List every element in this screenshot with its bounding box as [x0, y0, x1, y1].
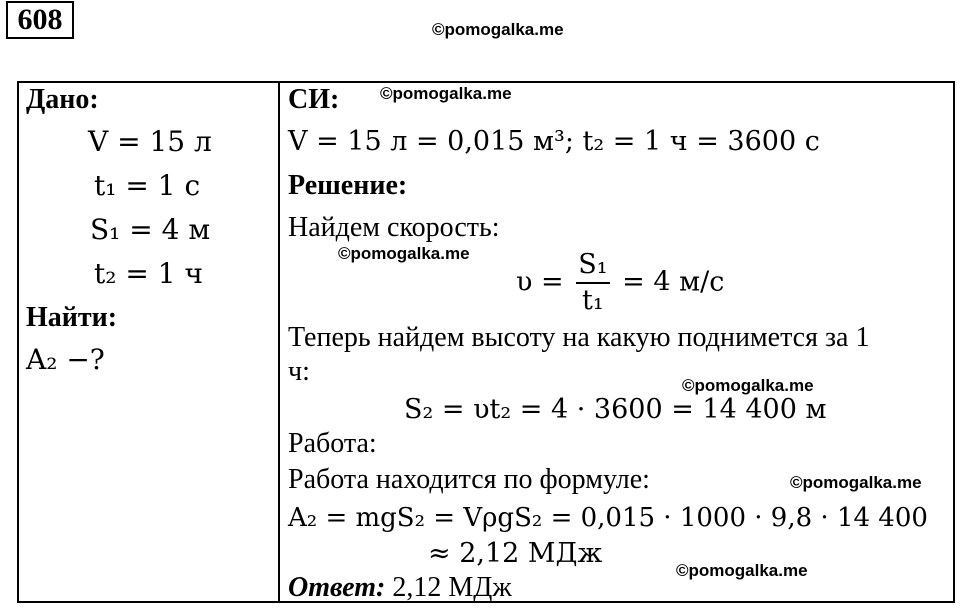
given-time2: t₂ = 1 ч [94, 257, 203, 290]
step-work: Работа: [288, 428, 377, 459]
formula-speed-fraction [576, 248, 609, 318]
formula-speed [516, 248, 724, 318]
find-title: Найти: [26, 302, 118, 333]
formula-work-result: ≈ 2,12 МДж [428, 538, 603, 569]
watermark: ©pomogalka.me [682, 376, 814, 395]
given-time1: t₁ = 1 с [94, 169, 201, 202]
watermark: ©pomogalka.me [380, 84, 512, 103]
step-work-formula: Работа находится по формуле: [288, 464, 650, 495]
watermark: ©pomogalka.me [676, 561, 808, 580]
problem-number: 608 [6, 1, 74, 39]
formula-work: A₂ = mgS₂ = VρgS₂ = 0,015 · 1000 · 9,8 · 14 400 [288, 503, 928, 533]
watermark: ©pomogalka.me [338, 244, 470, 263]
si-title: СИ: [288, 84, 340, 115]
answer-value: 2,12 МДж [392, 572, 512, 603]
formula-speed-numerator: S₁ [576, 248, 609, 284]
solution-title: Решение: [288, 170, 408, 201]
given-distance1: S₁ = 4 м [90, 213, 211, 246]
formula-speed-denominator: t₁ [582, 285, 604, 316]
step-find-height-b: ч: [288, 356, 310, 387]
watermark: ©pomogalka.me [790, 473, 922, 492]
watermark: ©pomogalka.me [432, 20, 564, 39]
answer-label: Ответ: [288, 572, 386, 603]
si-conversion: V = 15 л = 0,015 м³; t₂ = 1 ч = 3600 с [288, 126, 820, 157]
formula-height: S₂ = υt₂ = 4 · 3600 = 14 400 м [404, 394, 827, 425]
step-find-height-a: Теперь найдем высоту на какую поднимется за 1 [288, 322, 870, 353]
formula-speed-lhs: υ = [516, 266, 564, 298]
column-divider [278, 81, 280, 603]
given-title: Дано: [26, 84, 99, 115]
given-volume: V = 15 л [88, 125, 212, 158]
find-value: A₂ −? [26, 343, 105, 376]
answer [288, 572, 512, 604]
step-find-speed: Найдем скорость: [288, 212, 500, 243]
formula-speed-rhs: = 4 м/с [622, 266, 725, 298]
